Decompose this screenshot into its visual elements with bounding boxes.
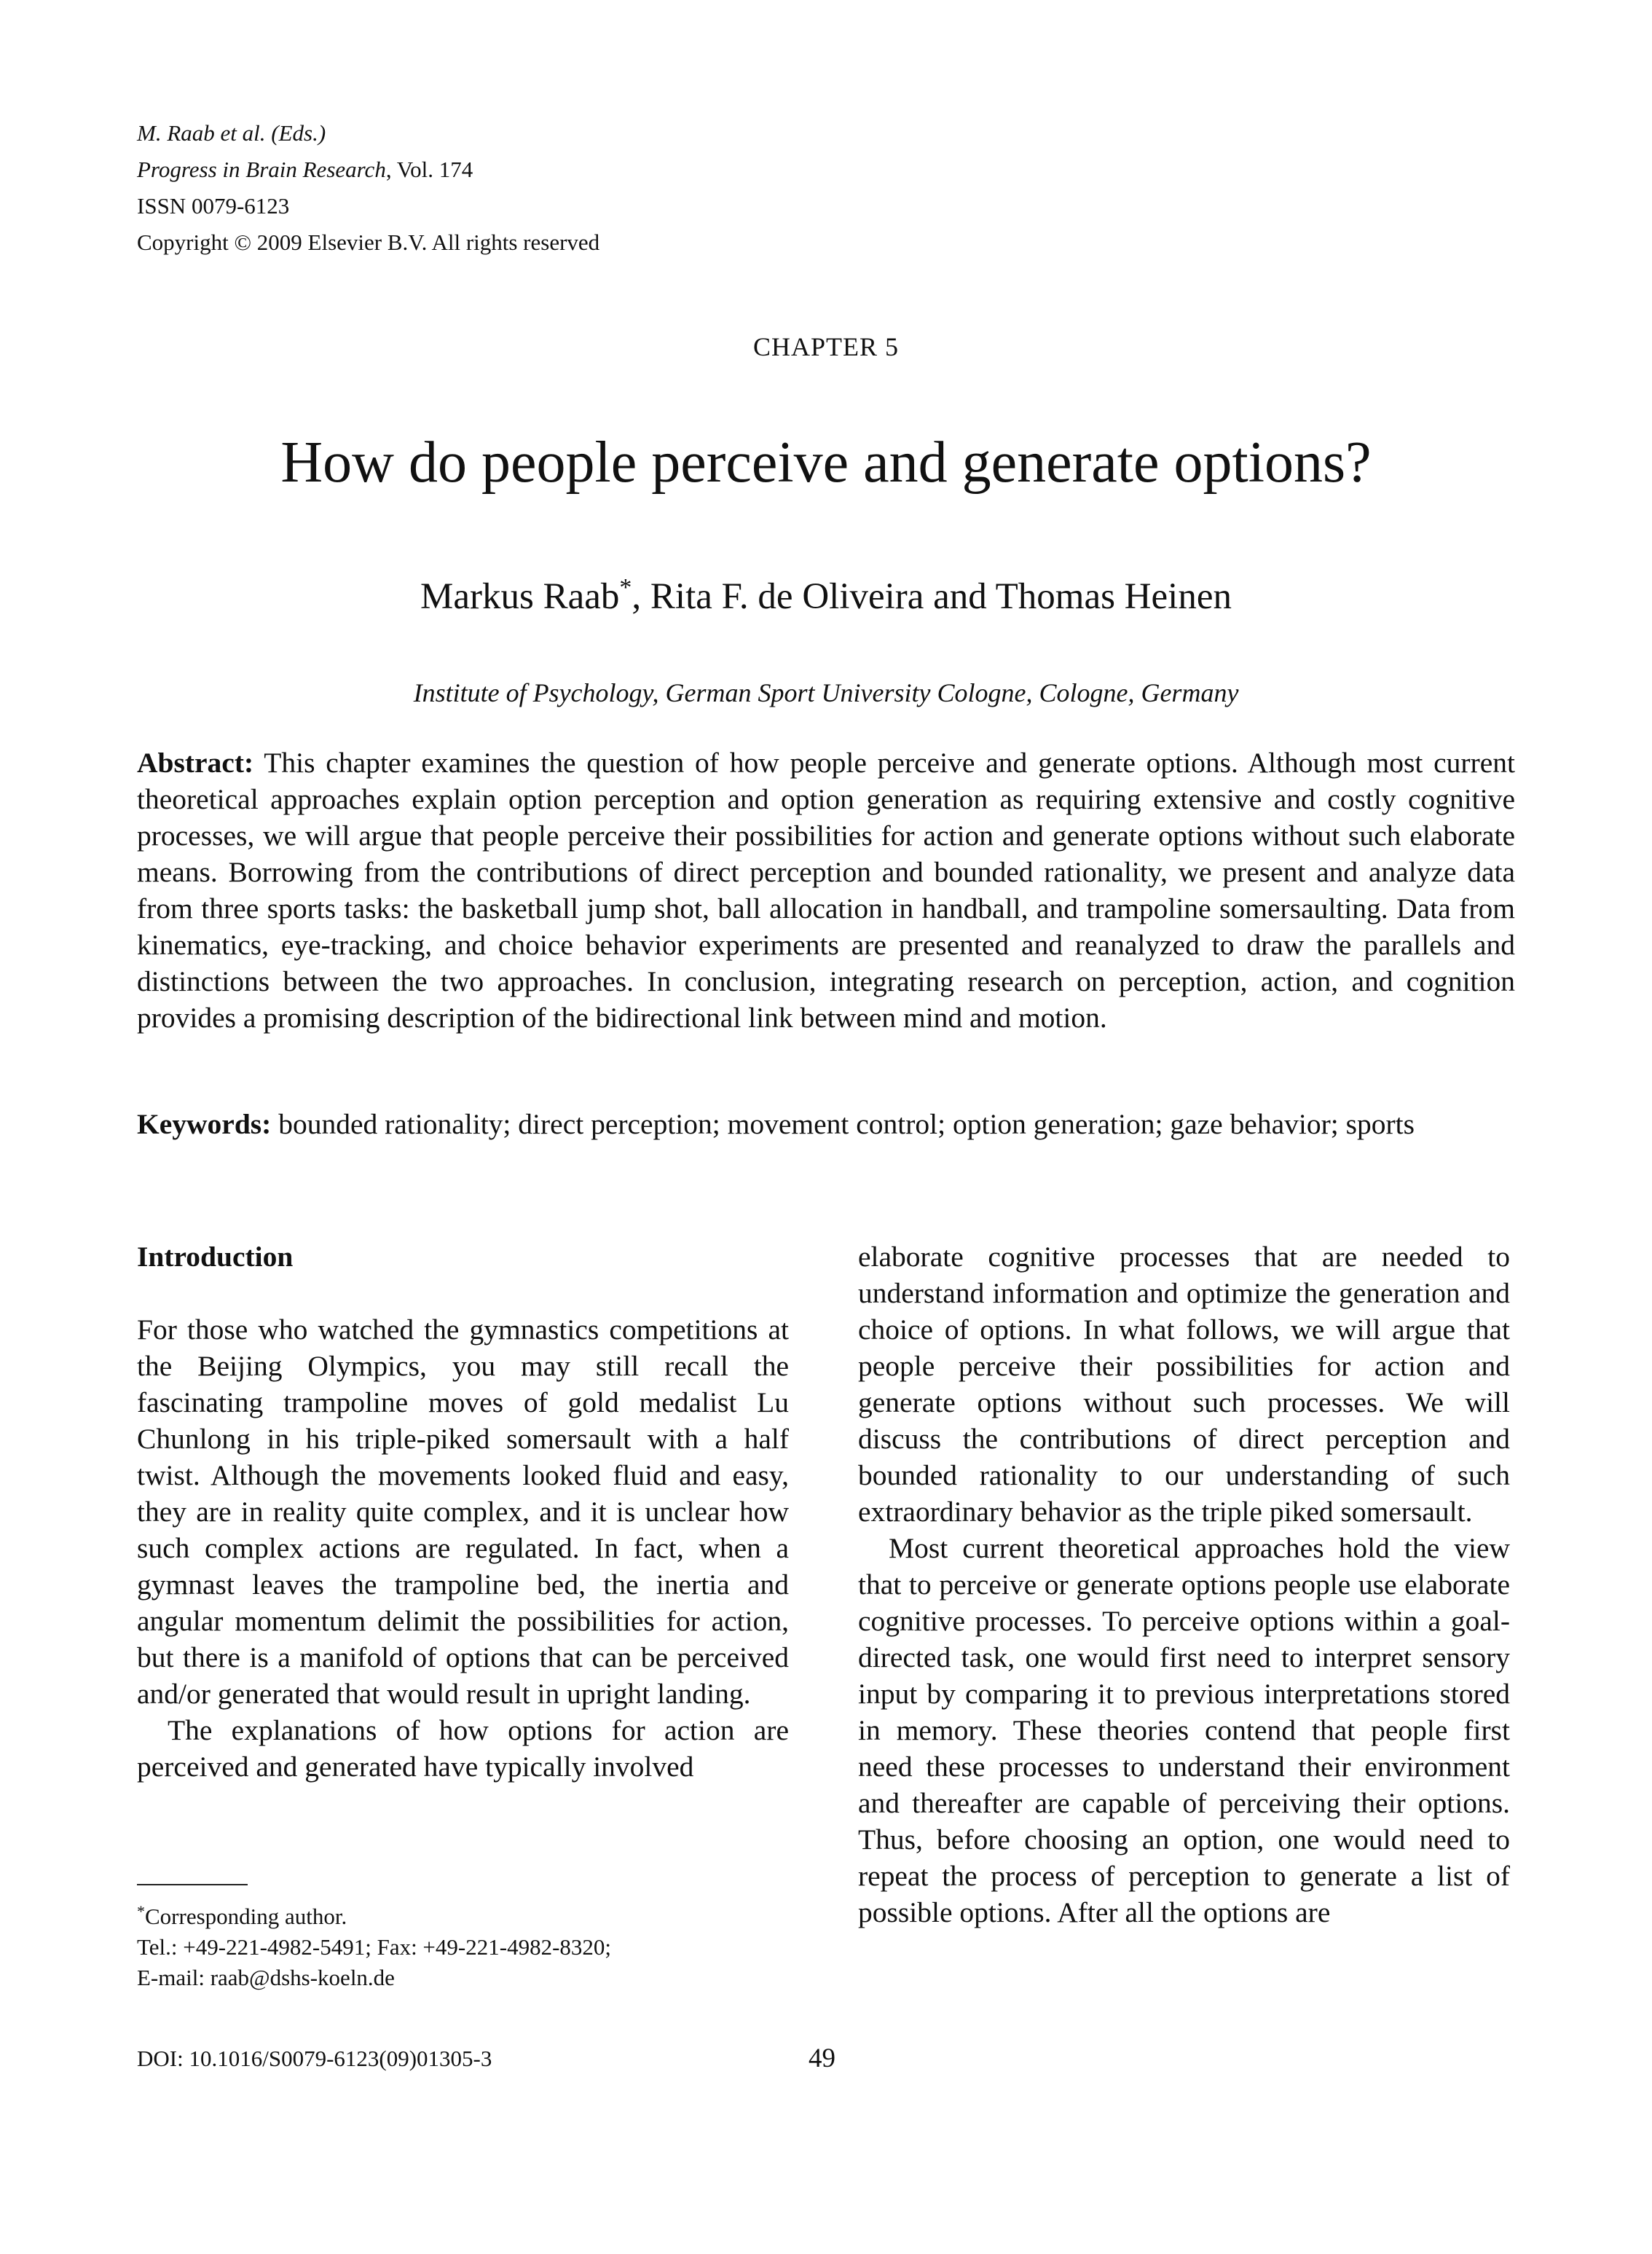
paragraph-continued: elaborate cognitive processes that are needed to understand information and optimize the generation and choice of options. In what follows, we will argue that people perceive their possibilities for action and generate options without such processes. We will discuss the contributions of direct perception and bounded rationality to our understanding of such extraordinary behavior as the triple piked somersault. bbox=[858, 1241, 1510, 1528]
chapter-label: CHAPTER 5 bbox=[752, 332, 900, 361]
paragraph: Most current theoretical approaches hold the view that to perceive or generate options people use elaborate cognitive processes. To perceive options within a goal-directed task, one would first need to interpret sensory input by comparing it to previous interpretations stored in memory. These theories contend that people first need these processes to understand their environment and thereafter are capable of perceiving their options. Thus, before choosing an option, one would need to repeat the process of perception to generate a list of possible options. After all the options are bbox=[858, 1532, 1510, 1928]
series-title: Progress in Brain Research bbox=[137, 157, 386, 182]
footnote bbox=[137, 1901, 792, 1993]
volume: , Vol. 174 bbox=[385, 157, 473, 182]
footnote-mark: * bbox=[137, 1902, 145, 1920]
keywords-text: bounded rationality; direct perception; movement control; option generation; gaze behavior; sports bbox=[278, 1108, 1415, 1140]
paragraph: The explanations of how options for action are perceived and generated have typically involved bbox=[137, 1714, 789, 1783]
page-number: 49 bbox=[809, 2043, 835, 2073]
abstract-label: Abstract: bbox=[137, 747, 254, 779]
footnote-label: Corresponding author. bbox=[145, 1904, 347, 1929]
corresponding-author-mark: * bbox=[619, 574, 632, 601]
series-line bbox=[137, 152, 938, 188]
abstract bbox=[137, 745, 1515, 1036]
author-rest: , Rita F. de Oliveira and Thomas Heinen bbox=[632, 576, 1232, 617]
footnote-email: E-mail: raab@dshs-koeln.de bbox=[137, 1965, 395, 1990]
section-heading-introduction: Introduction bbox=[137, 1241, 294, 1273]
footnote-phone: Tel.: +49-221-4982-5491; Fax: +49-221-4982-8320; bbox=[137, 1934, 611, 1960]
left-column bbox=[137, 1238, 789, 1785]
abstract-text: This chapter examines the question of how people perceive and generate options. Although most current theoretical approaches explain option perception and option generation as requiring extensive and costly cognitive processes, we will argue that people perceive their possibilities for action and generate options without such elaborate means. Borrowing from the contributions of direct perception and bounded rationality, we present and analyze data from three sports tasks: the basketball jump shot, ball allocation in handball, and trampoline somersaulting. Data from kinematics, eye-tracking, and choice behavior experiments are presented and reanalyzed to draw the parallels and distinctions between the two approaches. In conclusion, integrating research on perception, action, and cognition provides a promising description of the bidirectional link between mind and motion. bbox=[137, 747, 1515, 1034]
right-column bbox=[858, 1238, 1510, 1931]
authors bbox=[0, 576, 1652, 618]
doi: DOI: 10.1016/S0079-6123(09)01305-3 bbox=[137, 2046, 492, 2071]
keywords bbox=[137, 1106, 1515, 1142]
copyright-line: Copyright © 2009 Elsevier B.V. All rights reserved bbox=[137, 229, 600, 255]
paragraph: For those who watched the gymnastics competitions at the Beijing Olympics, you may still recall the fascinating trampoline moves of gold medalist Lu Chunlong in his triple-piked somersault with a half twist. Although the movements looked fluid and easy, they are in reality quite complex, and it is unclear how such complex actions are regulated. In fact, when a gymnast leaves the trampoline bed, the inertia and angular momentum delimit the possibilities for action, but there is a manifold of options that can be perceived and/or generated that would result in upright landing. bbox=[137, 1313, 789, 1710]
keywords-label: Keywords: bbox=[137, 1108, 272, 1140]
front-matter bbox=[137, 115, 938, 261]
issn-line: ISSN 0079-6123 bbox=[137, 193, 290, 219]
page-title: How do people perceive and generate options? bbox=[280, 431, 1372, 495]
author-first: Markus Raab bbox=[420, 576, 620, 617]
editors-line: M. Raab et al. (Eds.) bbox=[137, 120, 326, 146]
footnote-rule bbox=[137, 1884, 248, 1885]
footnote-corresponding bbox=[137, 1901, 792, 1932]
affiliation: Institute of Psychology, German Sport University Cologne, Cologne, Germany bbox=[413, 678, 1239, 707]
